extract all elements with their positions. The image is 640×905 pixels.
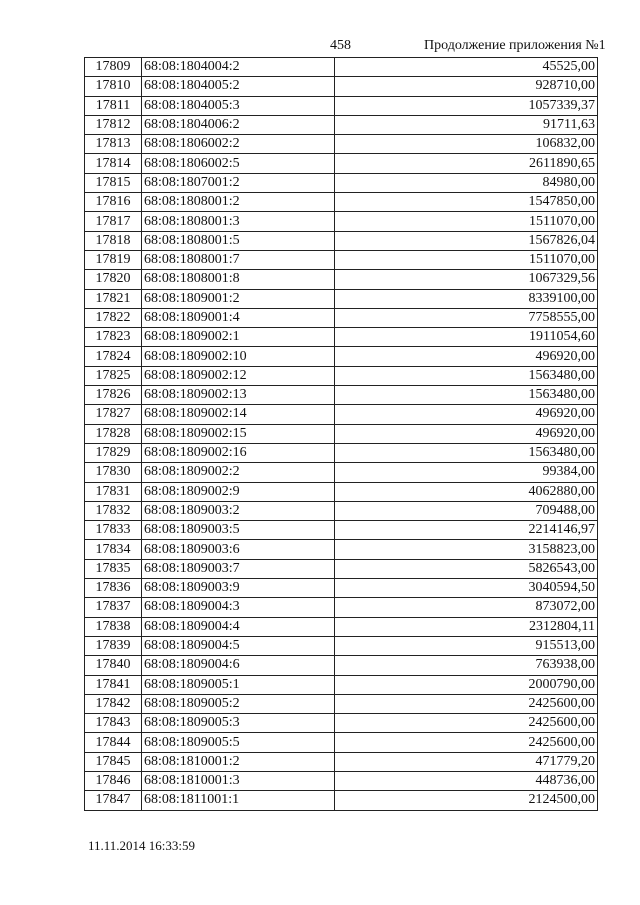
table-row [85,791,598,810]
table-row [85,694,598,713]
row-number-cell: 17825 [85,366,142,385]
cadastral-number-cell: 68:08:1809005:1 [142,675,335,694]
value-cell: 5826543,00 [335,559,598,578]
table-row [85,193,598,212]
table-row [85,135,598,154]
table-row [85,733,598,752]
value-cell: 2124500,00 [335,791,598,810]
row-number-cell: 17846 [85,771,142,790]
value-cell: 8339100,00 [335,289,598,308]
table-row [85,289,598,308]
row-number-cell: 17831 [85,482,142,501]
table-row [85,308,598,327]
table-body [85,58,598,811]
row-number-cell: 17829 [85,443,142,462]
row-number-cell: 17842 [85,694,142,713]
table-row [85,636,598,655]
cadastral-number-cell: 68:08:1809002:14 [142,405,335,424]
table-row [85,771,598,790]
table-row [85,386,598,405]
value-cell: 1563480,00 [335,366,598,385]
row-number-cell: 17812 [85,115,142,134]
value-cell: 873072,00 [335,598,598,617]
cadastral-number-cell: 68:08:1804006:2 [142,115,335,134]
row-number-cell: 17823 [85,328,142,347]
value-cell: 45525,00 [335,58,598,77]
row-number-cell: 17836 [85,579,142,598]
table-row [85,579,598,598]
cadastral-number-cell: 68:08:1809003:5 [142,521,335,540]
value-cell: 1067329,56 [335,270,598,289]
cadastral-number-cell: 68:08:1808001:2 [142,193,335,212]
value-cell: 496920,00 [335,405,598,424]
cadastral-number-cell: 68:08:1809002:13 [142,386,335,405]
cadastral-number-cell: 68:08:1804005:3 [142,96,335,115]
table-row [85,250,598,269]
value-cell: 1511070,00 [335,212,598,231]
cadastral-number-cell: 68:08:1808001:5 [142,231,335,250]
table-row [85,405,598,424]
value-cell: 1911054,60 [335,328,598,347]
row-number-cell: 17830 [85,463,142,482]
row-number-cell: 17841 [85,675,142,694]
table-row [85,424,598,443]
value-cell: 1057339,37 [335,96,598,115]
row-number-cell: 17840 [85,656,142,675]
table-row [85,270,598,289]
cadastral-number-cell: 68:08:1806002:5 [142,154,335,173]
row-number-cell: 17847 [85,791,142,810]
value-cell: 2312804,11 [335,617,598,636]
cadastral-number-cell: 68:08:1809005:5 [142,733,335,752]
table-row [85,115,598,134]
value-cell: 1547850,00 [335,193,598,212]
cadastral-number-cell: 68:08:1806002:2 [142,135,335,154]
row-number-cell: 17838 [85,617,142,636]
table-row [85,675,598,694]
cadastral-number-cell: 68:08:1808001:7 [142,250,335,269]
row-number-cell: 17827 [85,405,142,424]
row-number-cell: 17845 [85,752,142,771]
cadastral-number-cell: 68:08:1804005:2 [142,77,335,96]
cadastral-number-cell: 68:08:1808001:3 [142,212,335,231]
cadastral-number-cell: 68:08:1809004:5 [142,636,335,655]
row-number-cell: 17822 [85,308,142,327]
row-number-cell: 17819 [85,250,142,269]
value-cell: 99384,00 [335,463,598,482]
footer-timestamp: 11.11.2014 16:33:59 [88,838,196,853]
table-row [85,482,598,501]
table-row [85,212,598,231]
cadastral-number-cell: 68:08:1809002:1 [142,328,335,347]
cadastral-number-cell: 68:08:1810001:3 [142,771,335,790]
value-cell: 709488,00 [335,501,598,520]
table-row [85,58,598,77]
value-cell: 4062880,00 [335,482,598,501]
cadastral-number-cell: 68:08:1809005:2 [142,694,335,713]
row-number-cell: 17813 [85,135,142,154]
table-row [85,463,598,482]
cadastral-number-cell: 68:08:1809005:3 [142,714,335,733]
cadastral-number-cell: 68:08:1809001:4 [142,308,335,327]
value-cell: 1563480,00 [335,443,598,462]
cadastral-number-cell: 68:08:1810001:2 [142,752,335,771]
table-row [85,96,598,115]
cadastral-number-cell: 68:08:1809001:2 [142,289,335,308]
row-number-cell: 17814 [85,154,142,173]
value-cell: 2611890,65 [335,154,598,173]
row-number-cell: 17844 [85,733,142,752]
row-number-cell: 17834 [85,540,142,559]
row-number-cell: 17816 [85,193,142,212]
value-cell: 471779,20 [335,752,598,771]
table-row [85,77,598,96]
row-number-cell: 17824 [85,347,142,366]
row-number-cell: 17811 [85,96,142,115]
row-number-cell: 17843 [85,714,142,733]
table-row [85,752,598,771]
page-number: 458 [330,38,351,53]
cadastral-number-cell: 68:08:1809002:9 [142,482,335,501]
value-cell: 928710,00 [335,77,598,96]
row-number-cell: 17839 [85,636,142,655]
table-row [85,154,598,173]
row-number-cell: 17835 [85,559,142,578]
row-number-cell: 17832 [85,501,142,520]
cadastral-number-cell: 68:08:1809004:3 [142,598,335,617]
data-table [84,57,598,811]
value-cell: 91711,63 [335,115,598,134]
cadastral-number-cell: 68:08:1809002:12 [142,366,335,385]
cadastral-number-cell: 68:08:1809002:2 [142,463,335,482]
value-cell: 2425600,00 [335,714,598,733]
value-cell: 2214146,97 [335,521,598,540]
table-row [85,501,598,520]
cadastral-number-cell: 68:08:1809003:6 [142,540,335,559]
row-number-cell: 17828 [85,424,142,443]
value-cell: 3040594,50 [335,579,598,598]
table-row [85,714,598,733]
cadastral-number-cell: 68:08:1809002:15 [142,424,335,443]
table-row [85,328,598,347]
value-cell: 2425600,00 [335,733,598,752]
cadastral-number-cell: 68:08:1809002:16 [142,443,335,462]
table-row [85,598,598,617]
cadastral-number-cell: 68:08:1809003:9 [142,579,335,598]
row-number-cell: 17817 [85,212,142,231]
cadastral-number-cell: 68:08:1809004:6 [142,656,335,675]
table-row [85,443,598,462]
value-cell: 448736,00 [335,771,598,790]
row-number-cell: 17810 [85,77,142,96]
table-row [85,540,598,559]
table-row [85,347,598,366]
table-row [85,559,598,578]
value-cell: 496920,00 [335,424,598,443]
value-cell: 84980,00 [335,173,598,192]
cadastral-number-cell: 68:08:1809002:10 [142,347,335,366]
table-row [85,521,598,540]
cadastral-number-cell: 68:08:1809004:4 [142,617,335,636]
value-cell: 1563480,00 [335,386,598,405]
cadastral-number-cell: 68:08:1807001:2 [142,173,335,192]
value-cell: 496920,00 [335,347,598,366]
value-cell: 3158823,00 [335,540,598,559]
cadastral-number-cell: 68:08:1808001:8 [142,270,335,289]
table-row [85,656,598,675]
table-row [85,231,598,250]
value-cell: 1511070,00 [335,250,598,269]
value-cell: 2000790,00 [335,675,598,694]
cadastral-number-cell: 68:08:1804004:2 [142,58,335,77]
table-row [85,366,598,385]
table-row [85,173,598,192]
page-header-title: Продолжение приложения №1 [424,38,606,53]
row-number-cell: 17818 [85,231,142,250]
cadastral-number-cell: 68:08:1809003:7 [142,559,335,578]
row-number-cell: 17809 [85,58,142,77]
table-row [85,617,598,636]
row-number-cell: 17820 [85,270,142,289]
value-cell: 7758555,00 [335,308,598,327]
row-number-cell: 17837 [85,598,142,617]
value-cell: 763938,00 [335,656,598,675]
row-number-cell: 17815 [85,173,142,192]
cadastral-number-cell: 68:08:1809003:2 [142,501,335,520]
value-cell: 2425600,00 [335,694,598,713]
value-cell: 1567826,04 [335,231,598,250]
row-number-cell: 17833 [85,521,142,540]
row-number-cell: 17826 [85,386,142,405]
cadastral-number-cell: 68:08:1811001:1 [142,791,335,810]
value-cell: 915513,00 [335,636,598,655]
row-number-cell: 17821 [85,289,142,308]
value-cell: 106832,00 [335,135,598,154]
